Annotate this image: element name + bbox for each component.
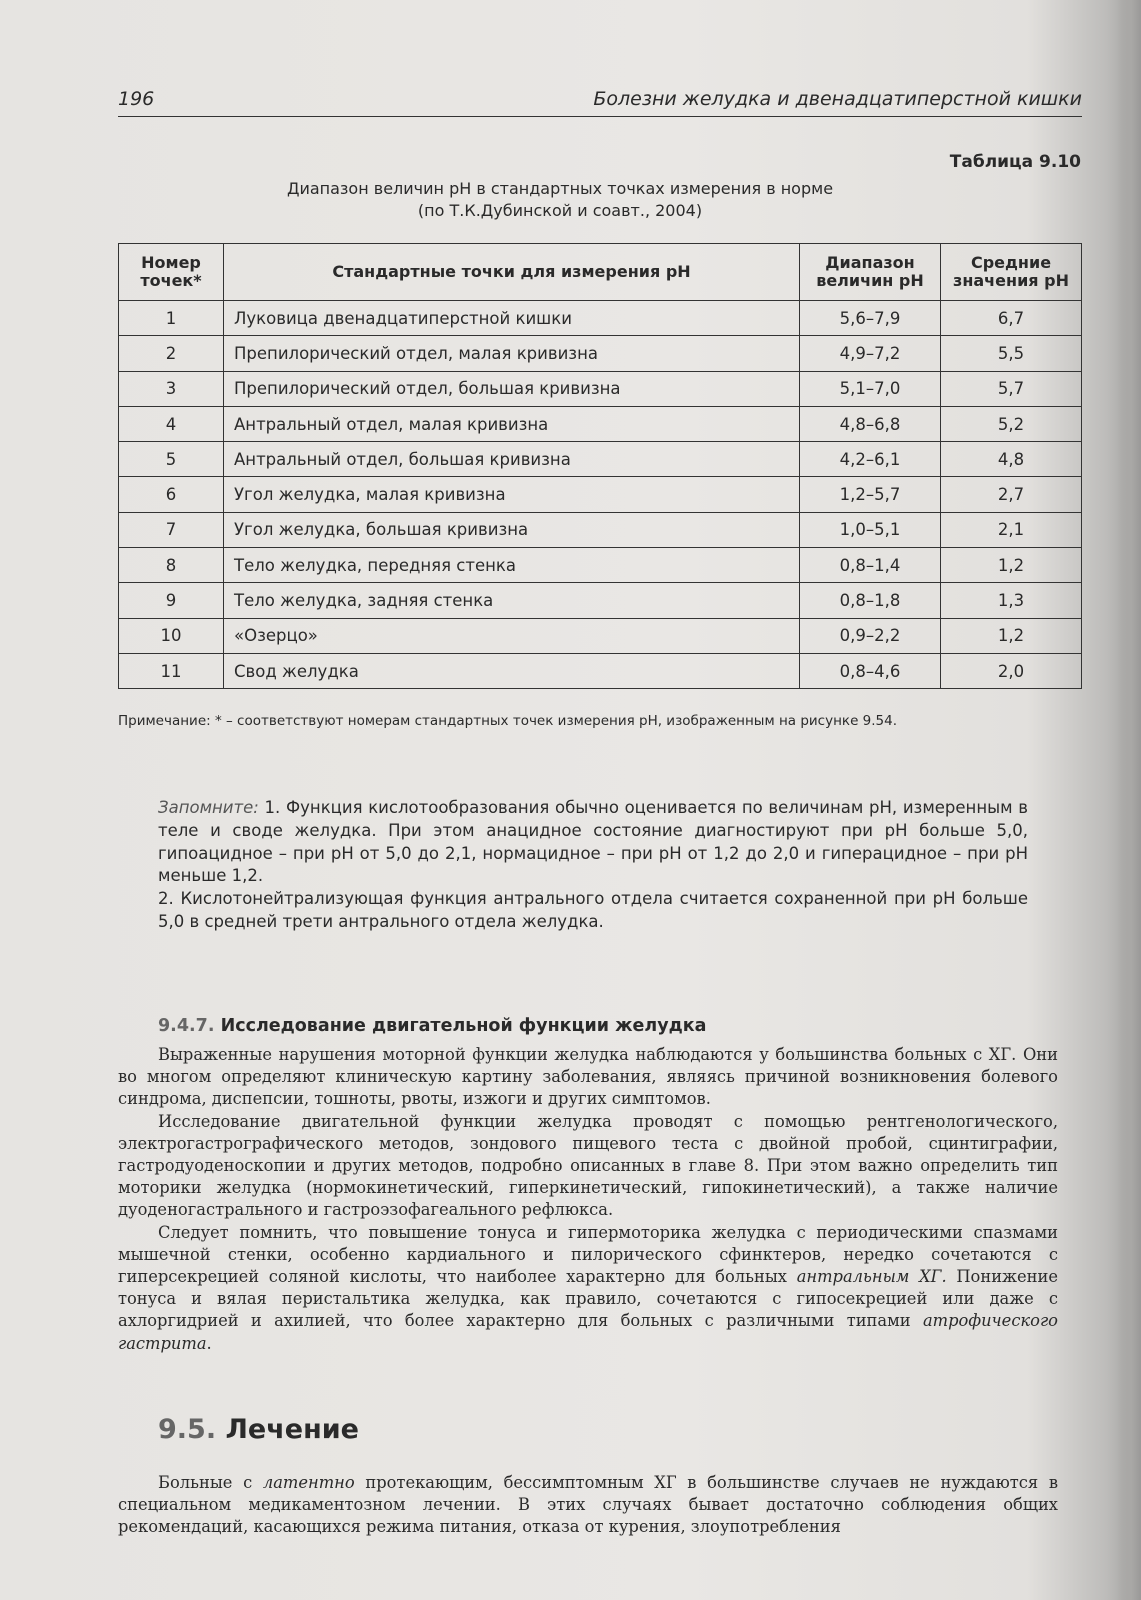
cell-point: Антральный отдел, малая кривизна <box>224 406 800 441</box>
cell-mean: 5,5 <box>941 336 1082 371</box>
cell-number: 1 <box>119 301 224 336</box>
cell-number: 4 <box>119 406 224 441</box>
cell-range: 0,9–2,2 <box>800 618 941 653</box>
remember-box <box>158 797 1028 934</box>
remember-text-1: 1. Функция кислотообразования обычно оценивается по величинам рН, измеренным в теле и своде желудка. При этом анацидное состояние диагностируют при рН больше 5,0, гипоацидное – при рН от 5,0 до 2,1, нормацидное – при рН от 1,2 до 2,0 и гиперацидное – при рН меньше 1,2. <box>158 798 1028 886</box>
header-ph-mean: Средние значения рН <box>941 244 1082 301</box>
cell-mean: 4,8 <box>941 442 1082 477</box>
text-run: . <box>206 1333 212 1353</box>
ph-table <box>118 243 1082 689</box>
cell-mean: 2,0 <box>941 653 1082 688</box>
table-row <box>119 548 1082 583</box>
table-caption-line2: (по Т.К.Дубинской и соавт., 2004) <box>417 201 703 220</box>
table-number: Таблица 9.10 <box>949 152 1081 172</box>
remember-item-1 <box>158 797 1028 888</box>
page-edge-shadow <box>1117 0 1141 1600</box>
section-number: 9.5. <box>158 1414 217 1445</box>
table-row <box>119 301 1082 336</box>
cell-range: 0,8–1,8 <box>800 583 941 618</box>
cell-point: Тело желудка, передняя стенка <box>224 548 800 583</box>
page-number: 196 <box>118 88 155 110</box>
cell-number: 6 <box>119 477 224 512</box>
cell-number: 11 <box>119 653 224 688</box>
cell-range: 4,2–6,1 <box>800 442 941 477</box>
cell-range: 1,0–5,1 <box>800 512 941 547</box>
cell-point: Свод желудка <box>224 653 800 688</box>
paragraph <box>118 1472 1058 1539</box>
header-point-number: Номер точек* <box>119 244 224 301</box>
italic-run: латентно <box>262 1473 355 1492</box>
cell-mean: 5,2 <box>941 406 1082 441</box>
text-run: Следует помнить, что повышение тонуса и гипермоторика желудка с периодическими спазмами мышечной стенки, особенно кардиального и пилорического сфинктеров, нередко сочетаются с гиперсекрецией соляной кислоты, что наиболее характерно для больных <box>118 1222 1058 1287</box>
section-heading <box>158 1414 359 1445</box>
cell-number: 7 <box>119 512 224 547</box>
cell-range: 0,8–1,4 <box>800 548 941 583</box>
body-text-block <box>118 1044 1058 1355</box>
section-title: Лечение <box>216 1414 359 1445</box>
cell-point: Угол желудка, малая кривизна <box>224 477 800 512</box>
cell-point: Антральный отдел, большая кривизна <box>224 442 800 477</box>
cell-mean: 1,2 <box>941 618 1082 653</box>
cell-point: Луковица двенадцатиперстной кишки <box>224 301 800 336</box>
table-row <box>119 653 1082 688</box>
header-ph-range: Диапазон величин рН <box>800 244 941 301</box>
paragraph <box>118 1222 1058 1355</box>
paragraph: Выраженные нарушения моторной функции желудка наблюдаются у большинства больных с ХГ. Они во многом определяют клиническую картину заболевания, являясь причиной возникновения болевого синдрома, диспепсии, тошноты, рвоты, изжоги и других симптомов. <box>118 1045 1058 1109</box>
cell-mean: 2,1 <box>941 512 1082 547</box>
text-run: Понижение тонуса и вялая перистальтика желудка, как правило, сочетаются с гипосекрецией или даже с ахлоргидрией и ахилией, что более характерно для больных с различными типами <box>118 1267 1059 1331</box>
header-standard-points: Стандартные точки для измерения рН <box>224 244 800 301</box>
remember-item-2: 2. Кислотонейтрализующая функция антрального отдела считается сохраненной при рН больше 5,0 в средней трети антрального отдела желудка. <box>158 889 1028 931</box>
cell-point: Препилорический отдел, малая кривизна <box>224 336 800 371</box>
body-text-block-2 <box>118 1472 1058 1539</box>
table-row <box>119 406 1082 441</box>
text-run: протекающим, бессимптомным ХГ в большинстве случаев не нуждаются в специальном медикаментозном лечении. В этих случаях бывает достаточно соблюдения общих рекомендаций, касающихся режима питания, отказа от курения, злоупотребления <box>118 1473 1058 1537</box>
table-note: Примечание: * – соответствуют номерам стандартных точек измерения рН, изображенным на рисунке 9.54. <box>118 713 898 729</box>
cell-range: 4,9–7,2 <box>800 336 941 371</box>
cell-mean: 1,2 <box>941 548 1082 583</box>
table-row <box>119 371 1082 406</box>
cell-range: 0,8–4,6 <box>800 653 941 688</box>
cell-range: 1,2–5,7 <box>800 477 941 512</box>
table-row <box>119 442 1082 477</box>
cell-point: Тело желудка, задняя стенка <box>224 583 800 618</box>
cell-number: 3 <box>119 371 224 406</box>
cell-number: 5 <box>119 442 224 477</box>
cell-point: «Озерцо» <box>224 618 800 653</box>
italic-run: атрофического гастрита <box>118 1311 1058 1353</box>
table-row <box>119 583 1082 618</box>
cell-mean: 6,7 <box>941 301 1082 336</box>
cell-number: 9 <box>119 583 224 618</box>
cell-point: Угол желудка, большая кривизна <box>224 512 800 547</box>
cell-number: 2 <box>119 336 224 371</box>
cell-mean: 1,3 <box>941 583 1082 618</box>
subsection-title: Исследование двигательной функции желудка <box>214 1016 707 1036</box>
table-caption-line1: Диапазон величин рН в стандартных точках измерения в норме <box>286 179 834 198</box>
cell-mean: 5,7 <box>941 371 1082 406</box>
cell-number: 8 <box>119 548 224 583</box>
cell-mean: 2,7 <box>941 477 1082 512</box>
cell-number: 10 <box>119 618 224 653</box>
italic-run: антральным ХГ. <box>796 1267 947 1287</box>
cell-range: 4,8–6,8 <box>800 406 941 441</box>
cell-range: 5,6–7,9 <box>800 301 941 336</box>
table-row <box>119 336 1082 371</box>
cell-point: Препилорический отдел, большая кривизна <box>224 371 800 406</box>
table-row <box>119 477 1082 512</box>
page-header <box>118 86 1082 117</box>
paragraph: Исследование двигательной функции желудка проводят с помощью рентгенологического, электрогастрографического методов, зондового пищевого теста с двойной пробой, сцинтиграфии, гастродуоденоскопии и других методов, подробно описанных в главе 8. При этом важно определить тип моторики желудка (нормокинетический, гиперкинетический, гипокинетический), а также наличие дуоденогастрального и гастроэзофагеального рефлюкса. <box>118 1111 1058 1220</box>
remember-label: Запомните: <box>158 798 259 817</box>
subsection-heading <box>158 1016 1058 1036</box>
text-run: Больные с <box>158 1473 263 1492</box>
table-row <box>119 512 1082 547</box>
table-row <box>119 618 1082 653</box>
table-header-row <box>119 244 1082 301</box>
running-title: Болезни желудка и двенадцатиперстной кишки <box>593 88 1082 110</box>
cell-range: 5,1–7,0 <box>800 371 941 406</box>
subsection-number: 9.4.7. <box>158 1016 215 1036</box>
